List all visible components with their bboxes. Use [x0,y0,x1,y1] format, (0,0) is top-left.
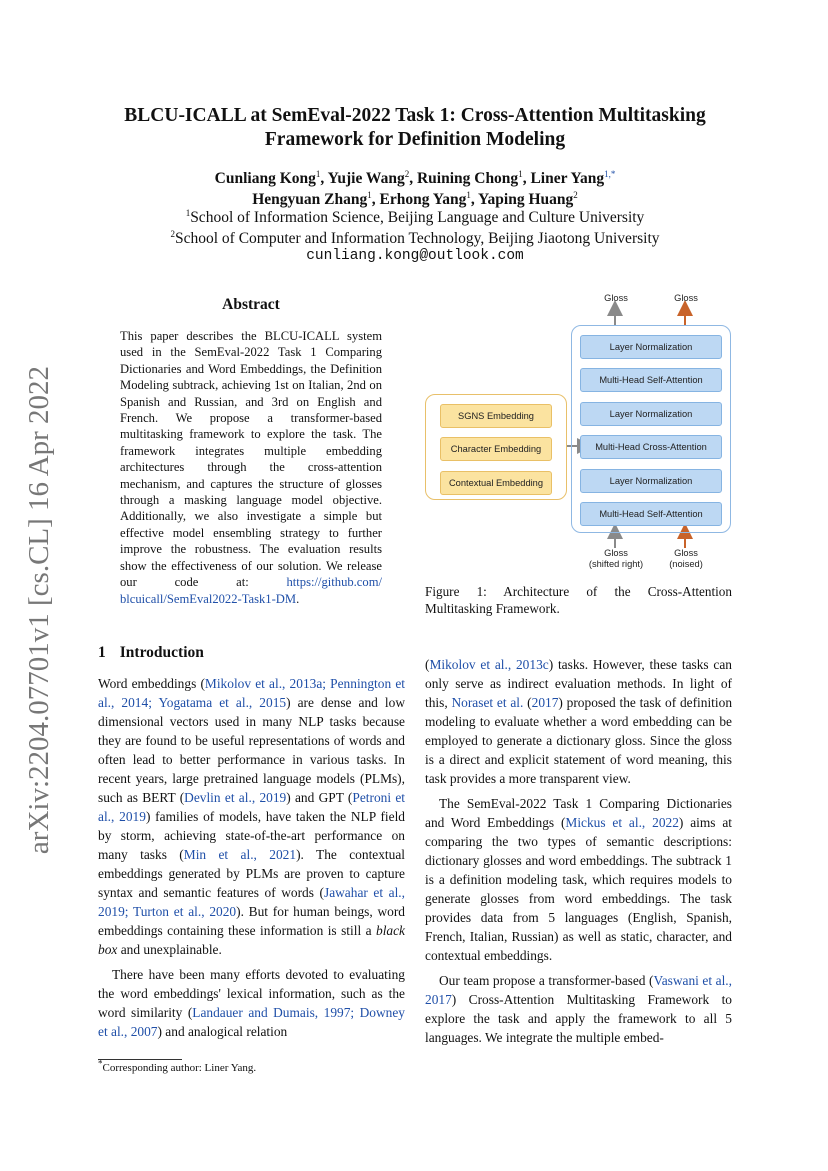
body-column-right [425,655,732,1047]
citation[interactable]: Vaswani et al., 2017 [425,973,732,1007]
embedding-block: Character Embedding [440,437,552,461]
section-title: Introduction [119,644,204,661]
paragraph: Our team propose a transformer-based (Vaswani et al., 2017) Cross-Attention Multitasking Framework to explore the task and apply the framework to all 5 languages. We integrate the multiple embed- [425,973,732,1045]
citation[interactable]: Noraset et al. [451,695,524,710]
footnote [98,1058,257,1074]
embedding-group [425,394,567,500]
bottom-label-noised [661,548,711,570]
author-affil-mark: 1 [315,168,321,179]
citation[interactable]: 2017 [531,695,559,710]
paragraph: The SemEval-2022 Task 1 Comparing Dictionaries and Word Embeddings (Mickus et al., 2022) aims at comparing the two types of semantic descriptions: dictionary glosses and word embeddings. The subtrack 1 is a definition modeling task, which requires models to generate glosses from word embeddings. The task provides data from 5 languages (English, Spanish, French, Italian, Russian) as well as static, character, and contextual embeddings. [425,796,732,963]
abstract-text: This paper describes the BLCU-ICALL system used in the SemEval-2022 Task 1 Comparing Dictionaries and Word Embeddings, the Definition Modeling subtrack, achieving 1st on Italian, 2nd on Spanish and Russian, and 3rd on English and French. We propose a transformer-based multitasking framework to explore the task. The framework integrates multiple embedding architectures through the cross-attention mechanism, and captures the structure of glosses through a masking language model objective. Additionally, we also investigate a simple but effective model ensembling strategy to further improve the robustness. The evaluation results show the effectiveness of our solution. We release our code at: [120,329,382,590]
author-affil-mark: 2 [573,189,578,200]
paragraph: There have been many efforts devoted to evaluating the word embeddings' lexical information, such as the word similarity (Landauer and Dumais, 1997; Downey et al., 2007) and analogical relation [98,967,405,1039]
author-name: Liner Yang [530,170,605,187]
author-affil-mark[interactable]: 1,* [604,168,616,179]
authors-line-1: Cunliang Kong$^1$, Yujie Wang$^2$, Ruining Chong$^1$, Liner Yang$^{1,*}$ [214,168,616,187]
citation[interactable]: Min et al., 2021 [183,847,297,862]
citation[interactable]: Jawahar et al., 2019; Turton et al., 2020 [98,885,405,919]
paragraph: (Mikolov et al., 2013c) tasks. However, these tasks can only serve as indirect evaluation methods. In light of this, Noraset et al. (2017) proposed the task of definition modeling to evaluate whether a word embedding can be employed to generate a dictionary gloss. Since the gloss is a direct and explicit statement of word meaning, this task provides a more transparent view. [425,657,733,786]
author-name: Ruining Chong [416,170,519,187]
layer-block: Layer Normalization [580,402,722,426]
authors-line-2: Hengyuan Zhang$^1$, Erhong Yang$^1$, Yaping Huang$^2$ [252,189,578,208]
section-number: 1 [98,644,106,661]
author-name: Yaping Huang [478,191,574,208]
footnote-text: Corresponding author: Liner Yang. [102,1062,257,1074]
citation[interactable]: Mikolov et al., 2013c [429,657,549,672]
author-name: Erhong Yang [379,191,467,208]
layer-block: Layer Normalization [580,469,722,493]
title-line-1: BLCU-ICALL at SemEval-2022 Task 1: Cross-Attention Multitasking [124,105,706,126]
footnote-rule [98,1059,182,1060]
author-affil-mark: 1 [518,168,523,179]
footnote-marker: * [98,1058,103,1069]
embedding-block: Contextual Embedding [440,471,552,495]
embedding-block: SGNS Embedding [440,404,552,428]
author-affil-mark: 1 [466,189,471,200]
bottom-label-shifted [585,548,647,570]
top-label-gloss: Gloss [604,293,628,303]
architecture-figure [425,290,735,575]
citation[interactable]: Petroni et al., 2019 [98,790,405,824]
affiliation-text: School of Information Science, Beijing Language and Culture University [190,209,645,226]
author-affil-mark: 1 [367,189,372,200]
arxiv-identifier: arXiv:2204.07701v1 [cs.CL] 16 Apr 2022 [23,365,55,855]
citation[interactable]: Mikolov et al., 2013a; Pennington et al., 2014; Yogatama et al., 2015 [98,676,405,710]
bottom-label-line: (noised) [669,559,703,569]
abstract-body [120,328,382,607]
layer-block: Multi-Head Cross-Attention [580,435,722,459]
author-name: Yujie Wang [327,170,405,187]
bottom-label-line: (shifted right) [588,559,644,569]
bottom-label-line: Gloss [674,548,698,558]
top-label-gloss: Gloss [674,293,698,303]
transformer-stack [571,325,731,533]
layer-block: Multi-Head Self-Attention [580,368,722,392]
affiliation-text: School of Computer and Information Technology, Beijing Jiaotong University [174,230,660,247]
paper-title [70,104,760,152]
affiliation-1 [70,207,760,228]
layer-block: Layer Normalization [580,335,722,359]
layer-block: Multi-Head Self-Attention [580,502,722,526]
author-name: Cunliang Kong [214,170,316,187]
citation[interactable]: Devlin et al., 2019 [184,790,287,805]
author-list [70,168,760,210]
code-link[interactable]: https://github.com/ blcuicall/SemEval2022-Task1-DM [120,575,382,606]
body-column-left [98,674,405,1041]
author-affil-mark: 2 [404,168,410,179]
affiliation-mark: 2 [170,228,175,239]
affiliations [70,207,760,249]
title-line-2: Framework for Definition Modeling [264,129,566,150]
contact-email: cunliang.kong@outlook.com [306,248,524,264]
author-name: Hengyuan Zhang [252,191,368,208]
citation[interactable]: Landauer and Dumais, 1997; Downey et al., 2007 [98,1005,405,1039]
paragraph: Word embeddings (Mikolov et al., 2013a; Pennington et al., 2014; Yogatama et al., 2015) are dense and low dimensional vectors used in many NLP tasks because they are found to be useful representations of words and often lead to better performance in various tasks. In recent years, large pretrained language models (PLMs), such as BERT (Devlin et al., 2019) and GPT (Petroni et al., 2019) families of models, have taken the NLP field by storm, achieving state-of-the-art performance on many tasks (Min et al., 2021). The contextual embeddings generated by PLMs are proven to capture syntax and semantic features of words (Jawahar et al., 2019; Turton et al., 2020). But for human beings, word embeddings containing these information is still a black box and unexplainable. [98,676,406,957]
figure-caption: Figure 1: Architecture of the Cross-Attention Multitasking Framework. [425,584,732,616]
abstract-heading: Abstract [222,296,280,313]
citation[interactable]: Mickus et al., 2022 [565,815,679,830]
bottom-label-line: Gloss [604,548,628,558]
abstract-end: . [296,591,300,606]
affiliation-mark: 1 [185,207,191,218]
section-heading [98,644,204,662]
